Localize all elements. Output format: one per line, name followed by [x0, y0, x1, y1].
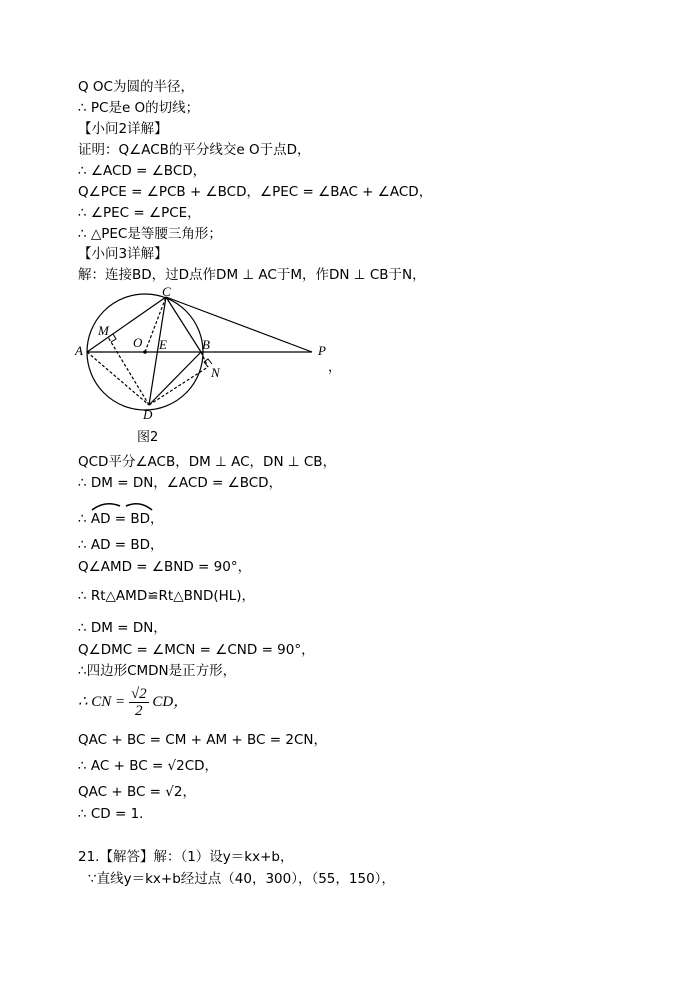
- point-o: [143, 350, 147, 354]
- text-line: QAC + BC = CM + AM + BC = 2CN，: [78, 732, 327, 748]
- text-line: 【小问3详解】: [78, 246, 168, 262]
- figure-caption: 图2: [137, 430, 159, 445]
- label-d: D: [143, 407, 153, 422]
- text-line: QAC + BC = √2，: [78, 784, 196, 800]
- line-ad: [87, 352, 149, 405]
- text-line: ∵直线y＝kx+b经过点（40，300），（55，150），: [88, 871, 395, 887]
- text-line: ∴ AD = BD，: [78, 511, 164, 527]
- text-line: ∴ DM = DN，∠ACD = ∠BCD，: [78, 475, 283, 491]
- text-line: 证明：Q∠ACB的平分线交e O于点D，: [78, 142, 311, 158]
- text-line: ∴ △PEC是等腰三角形；: [78, 226, 222, 242]
- text-line: ∴ AC + BC = √2CD，: [78, 758, 219, 774]
- text-line: Q OC为圆的半径，: [78, 79, 194, 95]
- text-line: Q∠AMD = ∠BND = 90°，: [78, 559, 252, 575]
- fraction-numerator: √2: [130, 686, 147, 702]
- label-e: E: [159, 337, 167, 352]
- figure-comma: ，: [328, 359, 342, 374]
- label-p: P: [318, 343, 326, 358]
- arc-marks: [90, 498, 160, 512]
- text-line: ∴ ∠PEC = ∠PCE，: [78, 205, 201, 221]
- frac-suffix: CD，: [152, 693, 189, 710]
- label-c: C: [162, 285, 171, 299]
- label-m: M: [98, 323, 109, 338]
- label-n: N: [211, 365, 220, 380]
- text-line: 解：连接BD，过D点作DM ⊥ AC于M，作DN ⊥ CB于N，: [78, 267, 426, 283]
- text-line: 【小问2详解】: [78, 121, 168, 137]
- text-line: ∴ CD = 1．: [78, 806, 153, 822]
- text-line: Q∠DMC = ∠MCN = ∠CND = 90°，: [78, 642, 315, 658]
- line-cp: [166, 297, 312, 352]
- fraction: [129, 686, 149, 719]
- text-line: ∴ Rt△AMD≌Rt△BND(HL)，: [78, 588, 256, 604]
- text-line: ∴ ∠ACD = ∠BCD，: [78, 163, 207, 179]
- fraction-denominator: 2: [135, 703, 143, 719]
- geometry-figure: [70, 285, 370, 450]
- text-line: QCD平分∠ACB，DM ⊥ AC，DN ⊥ CB，: [78, 454, 337, 470]
- text-line: ∴ DM = DN，: [78, 620, 167, 636]
- label-b: B: [202, 337, 210, 352]
- text-line: ∴ AD = BD，: [78, 537, 164, 553]
- label-a: A: [75, 343, 83, 358]
- line-bd: [149, 352, 201, 405]
- frac-prefix: ∴ CN =: [78, 693, 126, 710]
- text-line: ∴四边形CMDN是正方形，: [78, 663, 237, 679]
- line-dm: [108, 337, 149, 405]
- text-line: ∴ PC是e O的切线；: [78, 100, 200, 116]
- label-o: O: [133, 335, 143, 350]
- text-line: Q∠PCE = ∠PCB + ∠BCD，∠PEC = ∠BAC + ∠ACD，: [78, 184, 433, 200]
- fraction-line: [78, 686, 188, 719]
- text-line: 21.【解答】解：（1）设y＝kx+b，: [78, 849, 294, 865]
